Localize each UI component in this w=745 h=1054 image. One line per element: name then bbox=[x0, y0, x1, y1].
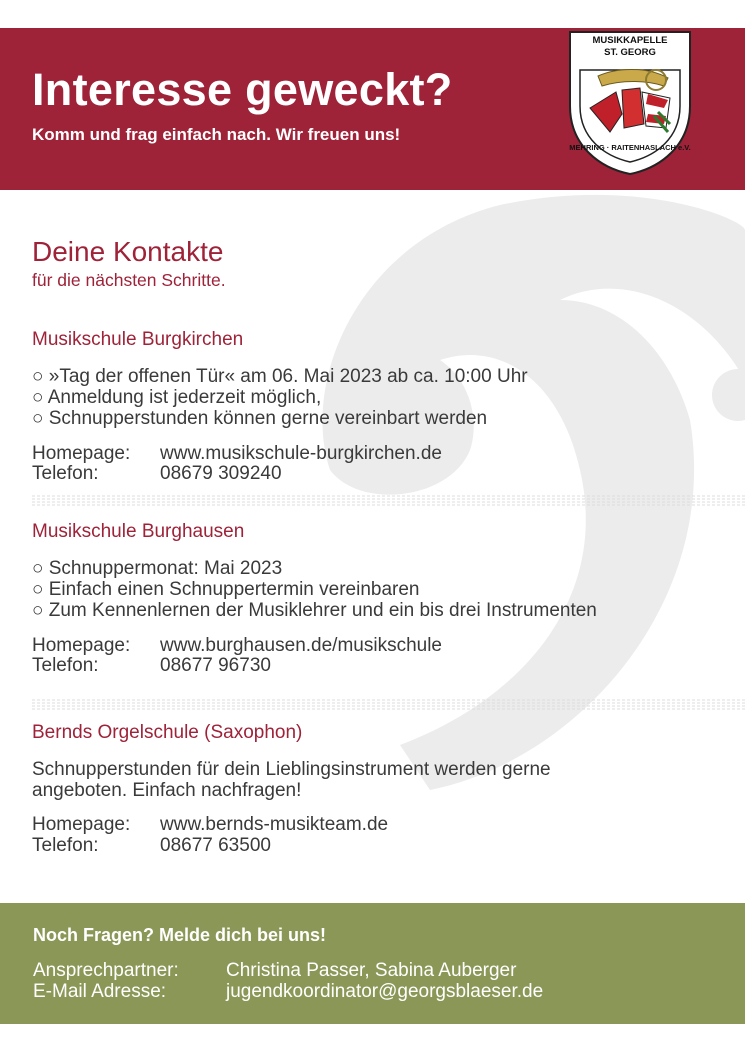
logo-text-top2: ST. GEORG bbox=[604, 47, 656, 58]
phone-label: Telefon: bbox=[32, 835, 99, 856]
page-title: Interesse geweckt? bbox=[32, 64, 453, 115]
contact-person-label: Ansprechpartner: bbox=[33, 960, 179, 981]
footer-contact-box bbox=[0, 903, 745, 1024]
section-title-burghausen: Musikschule Burghausen bbox=[32, 521, 245, 542]
header-banner bbox=[0, 28, 745, 190]
homepage-row bbox=[32, 815, 388, 835]
logo-text-top: MUSIKKAPELLE bbox=[592, 35, 668, 46]
staff-divider bbox=[32, 698, 745, 712]
staff-divider bbox=[32, 494, 745, 508]
email-link[interactable]: jugendkoordinator@georgsblaeser.de bbox=[226, 981, 544, 1002]
list-item: ○ Schnuppermonat: Mai 2023 bbox=[32, 558, 283, 579]
homepage-label: Homepage: bbox=[32, 443, 131, 464]
phone-value: 08677 96730 bbox=[160, 655, 271, 676]
homepage-link[interactable]: www.bernds-musikteam.de bbox=[160, 814, 389, 835]
footer-question: Noch Fragen? Melde dich bei uns! bbox=[33, 925, 327, 945]
phone-label: Telefon: bbox=[32, 655, 99, 676]
description-line: angeboten. Einfach nachfragen! bbox=[32, 780, 302, 801]
email-row bbox=[33, 981, 543, 1002]
homepage-row bbox=[32, 636, 442, 656]
contacts-title: Deine Kontakte bbox=[32, 236, 224, 267]
phone-value: 08679 309240 bbox=[160, 463, 282, 484]
page-subtitle: Komm und frag einfach nach. Wir freuen uns! bbox=[32, 125, 401, 144]
description-line: Schnupperstunden für dein Lieblingsinstrument werden gerne bbox=[32, 759, 551, 780]
list-item: ○ Anmeldung ist jederzeit möglich, bbox=[32, 387, 322, 408]
contacts-subtitle: für die nächsten Schritte. bbox=[32, 270, 226, 290]
phone-row bbox=[32, 656, 271, 676]
homepage-row bbox=[32, 444, 442, 464]
email-label: E-Mail Adresse: bbox=[33, 981, 167, 1002]
list-item: ○ Schnupperstunden können gerne vereinbart werden bbox=[32, 408, 488, 429]
phone-row bbox=[32, 836, 271, 856]
list-item: ○ »Tag der offenen Tür« am 06. Mai 2023 ab ca. 10:00 Uhr bbox=[32, 366, 528, 387]
homepage-link[interactable]: www.musikschule-burgkirchen.de bbox=[160, 443, 442, 464]
contact-person-row bbox=[33, 960, 516, 981]
section-title-burgkirchen: Musikschule Burgkirchen bbox=[32, 329, 244, 350]
homepage-label: Homepage: bbox=[32, 635, 131, 656]
phone-row bbox=[32, 464, 282, 484]
logo-text-bottom: MEHRING · RAITENHASLACH e.V. bbox=[569, 143, 691, 152]
list-item: ○ Zum Kennenlernen der Musiklehrer und ein bis drei Instrumenten bbox=[32, 600, 597, 621]
phone-value: 08677 63500 bbox=[160, 835, 271, 856]
phone-label: Telefon: bbox=[32, 463, 99, 484]
homepage-link[interactable]: www.burghausen.de/musikschule bbox=[160, 635, 442, 656]
club-logo-icon bbox=[566, 28, 694, 176]
section-title-orgelschule: Bernds Orgelschule (Saxophon) bbox=[32, 722, 303, 743]
contact-person-value: Christina Passer, Sabina Auberger bbox=[226, 960, 517, 981]
homepage-label: Homepage: bbox=[32, 814, 131, 835]
list-item: ○ Einfach einen Schnuppertermin vereinbaren bbox=[32, 579, 420, 600]
